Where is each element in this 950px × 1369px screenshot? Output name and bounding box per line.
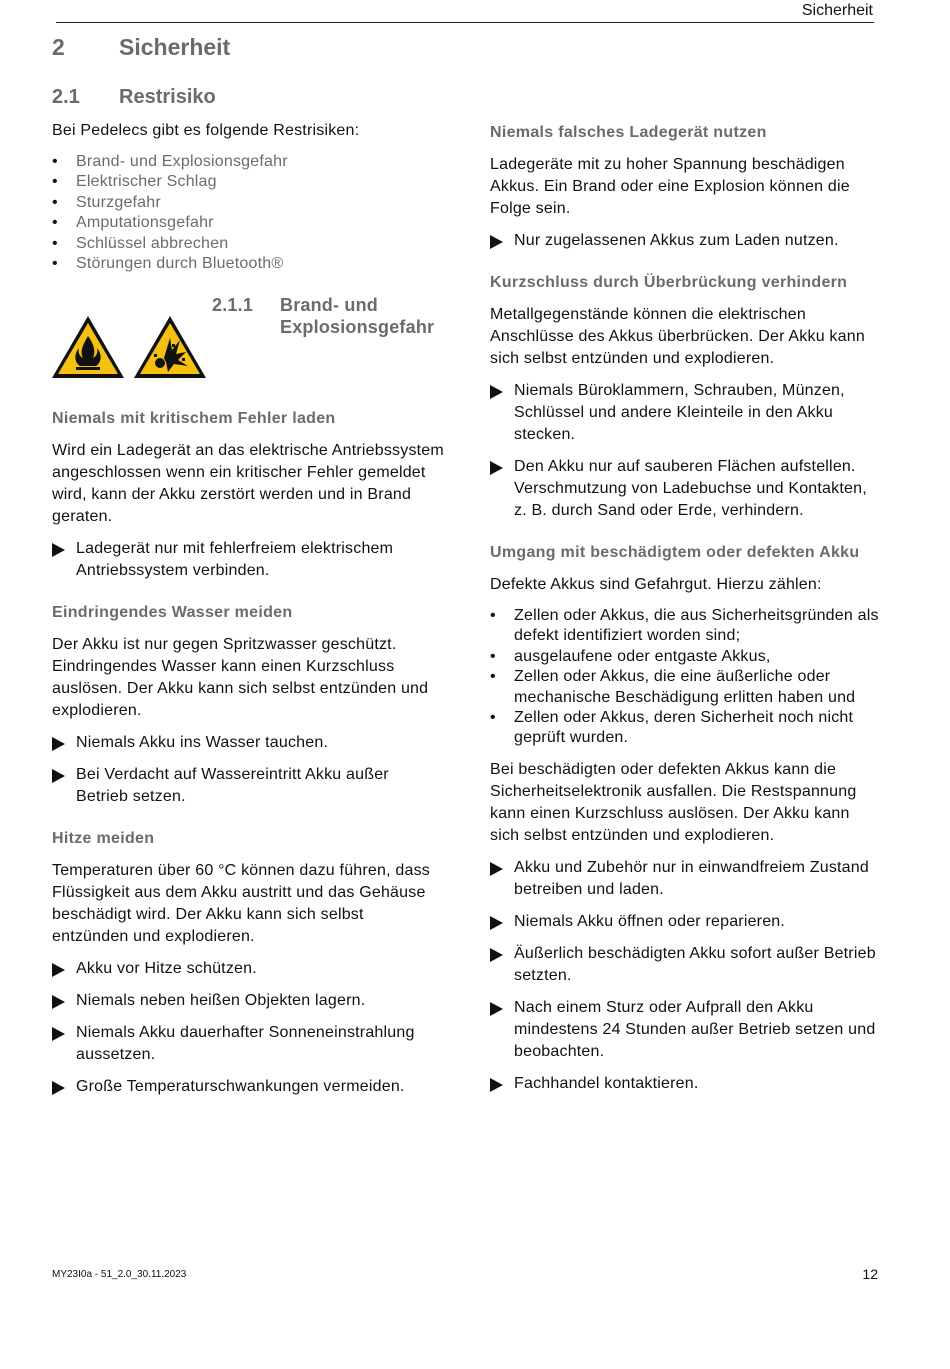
action-arrow-icon <box>490 1078 503 1092</box>
action-item: Akku vor Hitze schützen. <box>52 958 444 980</box>
right-column <box>490 120 882 1095</box>
action-arrow-icon <box>490 862 503 876</box>
action-item: Nur zugelassenen Akkus zum Laden nutzen. <box>490 230 882 252</box>
heading-critical-error: Niemals mit kritischem Fehler laden <box>52 410 336 428</box>
action-arrow-icon <box>52 769 65 783</box>
body-damaged-battery: Defekte Akkus sind Gefahrgut. Hierzu zählen: <box>490 576 822 593</box>
action-item: Bei Verdacht auf Wassereintritt Akku außer Betrieb setzen. <box>52 764 444 808</box>
action-item: Ladegerät nur mit fehlerfreiem elektrischem Antriebssystem verbinden. <box>52 538 444 582</box>
action-item: Nach einem Sturz oder Aufprall den Akku mindestens 24 Stunden außer Betrieb setzen und beobachten. <box>490 997 882 1063</box>
action-arrow-icon <box>52 995 65 1009</box>
heading-water: Eindringendes Wasser meiden <box>52 604 293 622</box>
risk-item: • Brand- und Explosionsgefahr <box>52 152 444 172</box>
heading-short-circuit: Kurzschluss durch Überbrückung verhindern <box>490 274 848 291</box>
risk-item: • Elektrischer Schlag <box>52 172 444 192</box>
risk-item: • Störungen durch Bluetooth® <box>52 254 444 274</box>
left-column <box>52 120 444 1098</box>
running-header: Sicherheit <box>801 2 873 19</box>
page-number: 12 <box>862 1266 878 1282</box>
body-water: Der Akku ist nur gegen Spritzwasser geschützt. Eindringendes Wasser kann einen Kurzschluss auslösen. Der Akku kann sich selbst entzünden und explodieren. <box>52 636 429 720</box>
chapter-title: Sicherheit <box>119 34 231 60</box>
risk-list <box>52 152 444 274</box>
action-item: Den Akku nur auf sauberen Flächen aufstellen. Verschmutzung von Ladebuchse und Kontakten, z. B. durch Sand oder Erde, verhindern. <box>490 456 882 522</box>
action-arrow-icon <box>490 1002 503 1016</box>
warning-icons <box>52 314 212 389</box>
action-arrow-icon <box>52 737 65 751</box>
header-rule <box>56 22 874 23</box>
subsection-title: Brand- und Explosionsgefahr <box>280 295 435 338</box>
body-critical-error: Wird ein Ladegerät an das elektrische Antriebssystem angeschlossen wenn ein kritischer Fehler gemeldet wird, kann der Akku zerstört werden und in Brand geraten. <box>52 442 444 526</box>
action-arrow-icon <box>52 963 65 977</box>
heading-wrong-charger: Niemals falsches Ladegerät nutzen <box>490 124 767 141</box>
hazard-list <box>490 606 882 749</box>
body-damaged-battery-2: Bei beschädigten oder defekten Akkus kann die Sicherheitselektronik ausfallen. Die Restspannung kann einen Kurzschluss auslösen. Der Akku kann sich selbst entzünden und explodieren. <box>490 760 857 844</box>
heading-heat: Hitze meiden <box>52 830 155 848</box>
body-heat: Temperaturen über 60 °C können dazu führen, dass Flüssigkeit aus dem Akku austritt und das Gehäuse beschädigt wird. Der Akku kann sich selbst entzünden und explodieren. <box>52 862 431 946</box>
body-short-circuit: Metallgegenstände können die elektrischen Anschlüsse des Akkus überbrücken. Der Akku kann sich selbst entzünden und explodieren. <box>490 306 865 367</box>
hazard-item: • Zellen oder Akkus, deren Sicherheit noch nicht geprüft wurden. <box>490 708 882 749</box>
action-arrow-icon <box>490 235 503 249</box>
action-arrow-icon <box>52 543 65 557</box>
hazard-item: • Zellen oder Akkus, die aus Sicherheitsgründen als defekt identifiziert worden sind; <box>490 606 882 647</box>
action-item: Niemals neben heißen Objekten lagern. <box>52 990 444 1012</box>
action-item: Fachhandel kontaktieren. <box>490 1073 882 1095</box>
hazard-item: • Zellen oder Akkus, die eine äußerliche oder mechanische Beschädigung erlitten haben und <box>490 667 882 708</box>
action-item: Niemals Akku ins Wasser tauchen. <box>52 732 444 754</box>
hazard-item: • ausgelaufene oder entgaste Akkus, <box>490 647 882 667</box>
explosion-warning-icon <box>134 316 206 378</box>
action-arrow-icon <box>490 948 503 962</box>
heading-damaged-battery: Umgang mit beschädigtem oder defekten Akku <box>490 544 860 561</box>
document-id: MY23I0a - 51_2.0_30.11.2023 <box>52 1269 187 1280</box>
action-arrow-icon <box>52 1027 65 1041</box>
section-heading <box>52 86 216 109</box>
action-item: Äußerlich beschädigten Akku sofort außer Betrieb setzten. <box>490 943 882 987</box>
section-number: 2.1 <box>52 86 80 108</box>
action-arrow-icon <box>490 916 503 930</box>
action-arrow-icon <box>490 461 503 475</box>
action-item: Niemals Akku dauerhafter Sonneneinstrahlung aussetzen. <box>52 1022 444 1066</box>
action-item: Große Temperaturschwankungen vermeiden. <box>52 1076 444 1098</box>
action-arrow-icon <box>490 385 503 399</box>
action-item: Niemals Akku öffnen oder reparieren. <box>490 911 882 933</box>
body-wrong-charger: Ladegeräte mit zu hoher Spannung beschädigen Akkus. Ein Brand oder eine Explosion können die Folge sein. <box>490 156 850 217</box>
chapter-number: 2 <box>52 34 65 60</box>
subsection-number: 2.1.1 <box>212 295 254 316</box>
risk-item: • Sturzgefahr <box>52 193 444 213</box>
chapter-heading <box>52 34 230 61</box>
action-arrow-icon <box>52 1081 65 1095</box>
section-title: Restrisiko <box>119 86 216 108</box>
risk-item: • Schlüssel abbrechen <box>52 234 444 254</box>
action-item: Niemals Büroklammern, Schrauben, Münzen, Schlüssel und andere Kleinteile in den Akku stecken. <box>490 380 882 446</box>
intro-text: Bei Pedelecs gibt es folgende Restrisiken: <box>52 122 360 139</box>
action-item: Akku und Zubehör nur in einwandfreiem Zustand betreiben und laden. <box>490 857 882 901</box>
fire-warning-icon <box>52 314 212 382</box>
subsection-header <box>52 294 444 404</box>
risk-item: • Amputationsgefahr <box>52 213 444 233</box>
